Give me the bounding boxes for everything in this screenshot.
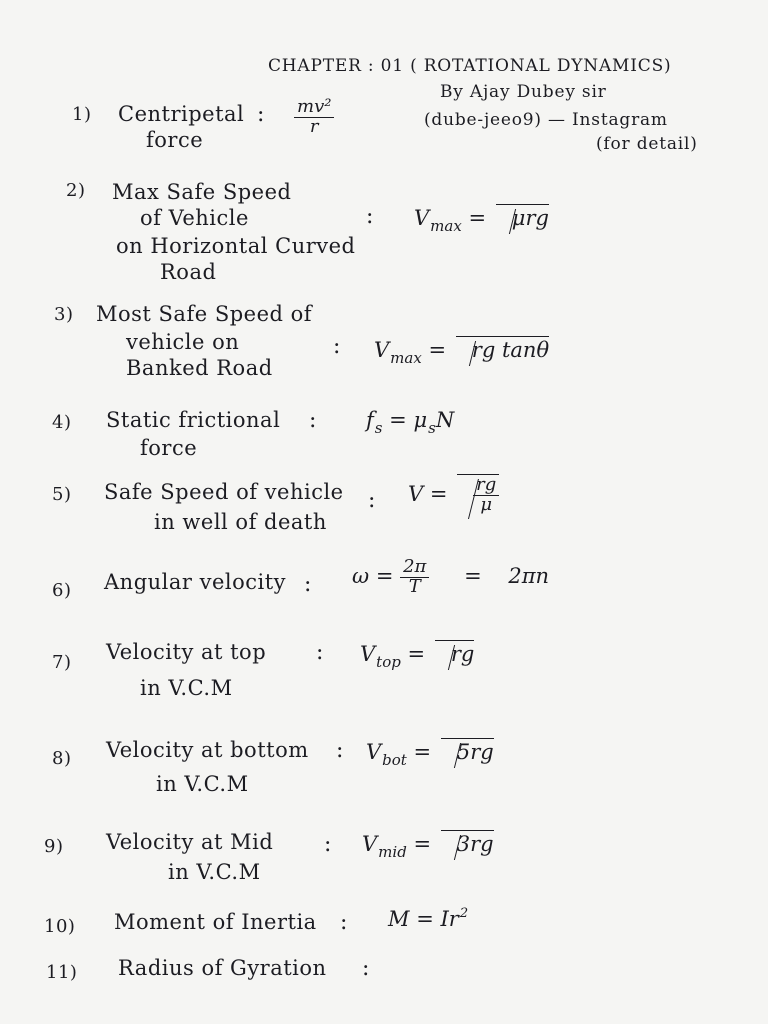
separator-colon: : xyxy=(324,832,332,857)
item-label: Most Safe Speed of xyxy=(96,302,313,326)
rhs: Ir xyxy=(440,907,459,931)
fraction-numerator: rg xyxy=(473,476,499,496)
equals: = xyxy=(375,563,394,588)
separator-colon: : xyxy=(304,572,312,597)
item-label: vehicle on xyxy=(126,330,240,354)
separator-colon: : xyxy=(333,334,341,359)
banked-road-formula xyxy=(374,336,549,367)
item-label: Angular velocity xyxy=(104,570,287,594)
item-number: 6) xyxy=(52,580,72,601)
centripetal-formula xyxy=(294,98,334,137)
rhs-subscript: s xyxy=(428,419,436,437)
radicand: 5rg xyxy=(456,740,494,764)
radicand: rg tanθ xyxy=(471,338,550,362)
item-label: Safe Speed of vehicle xyxy=(104,480,344,504)
velocity-mid-formula xyxy=(362,830,494,861)
item-label: Velocity at Mid xyxy=(106,830,274,854)
fraction-denominator: T xyxy=(408,575,421,597)
lhs-subscript: s xyxy=(374,419,383,437)
separator-colon: : xyxy=(316,640,324,665)
item-label: Road xyxy=(160,260,217,284)
lhs-subscript: max xyxy=(390,349,422,367)
equals: = xyxy=(407,642,426,666)
item-label: in V.C.M xyxy=(156,772,249,796)
lhs: V xyxy=(366,740,382,764)
lhs-subscript: max xyxy=(430,217,462,235)
item-label: in V.C.M xyxy=(140,676,233,700)
item-number: 4) xyxy=(52,412,72,433)
equals: = xyxy=(416,907,434,931)
lhs: V xyxy=(414,206,430,230)
item-label: Velocity at top xyxy=(106,640,267,664)
velocity-top-formula xyxy=(360,640,474,671)
radical xyxy=(441,738,494,764)
item-label: force xyxy=(140,436,198,460)
lhs-subscript: bot xyxy=(382,751,407,769)
radical xyxy=(435,640,474,666)
item-number: 10) xyxy=(44,916,76,937)
author-line: By Ajay Dubey sir xyxy=(440,82,607,102)
item-label: Static frictional xyxy=(106,408,281,432)
fraction-denominator: μ xyxy=(480,493,493,515)
item-number: 8) xyxy=(52,748,72,769)
radicand: rg xyxy=(450,642,475,666)
well-of-death-formula xyxy=(408,474,499,515)
static-friction-formula xyxy=(366,408,454,437)
lhs: V xyxy=(360,642,376,666)
separator-colon: : xyxy=(340,910,348,935)
radical xyxy=(496,204,549,230)
separator-colon: : xyxy=(366,204,374,229)
item-number: 1) xyxy=(72,104,92,125)
separator-colon: : xyxy=(368,488,376,513)
separator-colon: : xyxy=(309,408,317,433)
lhs: V xyxy=(362,832,378,856)
item-number: 11) xyxy=(46,962,78,983)
item-label: Radius of Gyration xyxy=(118,956,327,980)
item-number: 7) xyxy=(52,652,72,673)
rhs-superscript: 2 xyxy=(459,906,469,921)
separator-colon: : xyxy=(362,956,370,981)
item-label: Centripetal xyxy=(118,102,245,126)
separator-colon: : xyxy=(336,738,344,763)
item-label: of Vehicle xyxy=(140,206,249,230)
fraction-numerator: 2π xyxy=(400,558,429,578)
item-label: in well of death xyxy=(154,510,327,534)
lhs: f xyxy=(366,408,374,432)
equals: = xyxy=(464,563,482,588)
item-number: 3) xyxy=(54,304,74,325)
angular-velocity-formula xyxy=(352,558,549,597)
detail-note: (for detail) xyxy=(596,134,698,154)
equals: = xyxy=(389,408,407,432)
item-label: Moment of Inertia xyxy=(114,910,317,934)
equals: = xyxy=(428,338,447,362)
radicand: μrg xyxy=(511,206,549,230)
radical xyxy=(441,830,494,856)
lhs: V xyxy=(374,338,390,362)
velocity-bottom-formula xyxy=(366,738,494,769)
radical xyxy=(457,474,499,515)
item-label: force xyxy=(146,128,204,152)
lhs-subscript: mid xyxy=(378,843,407,861)
item-label: on Horizontal Curved xyxy=(116,234,356,258)
equals: = xyxy=(429,481,448,506)
instagram-handle: (dube-jeeo9) — Instagram xyxy=(424,110,668,130)
max-safe-speed-formula xyxy=(414,204,549,235)
item-number: 2) xyxy=(66,180,86,201)
item-label: Banked Road xyxy=(126,356,273,380)
lhs: M xyxy=(388,907,410,931)
equals: = xyxy=(468,206,487,230)
equals: = xyxy=(413,832,432,856)
moment-of-inertia-formula xyxy=(388,906,468,931)
fraction-denominator: r xyxy=(309,115,319,137)
rhs: μ xyxy=(413,408,428,432)
item-label: Max Safe Speed xyxy=(112,180,292,204)
item-label: in V.C.M xyxy=(168,860,261,884)
rhs-tail: N xyxy=(435,408,455,432)
radicand: 3rg xyxy=(456,832,494,856)
fraction-numerator: mv² xyxy=(294,98,334,118)
item-number: 9) xyxy=(44,836,64,857)
lhs: V xyxy=(408,481,424,506)
item-number: 5) xyxy=(52,484,72,505)
rhs: 2πn xyxy=(508,563,550,588)
lhs-subscript: top xyxy=(376,653,401,671)
equals: = xyxy=(413,740,432,764)
radical xyxy=(456,336,549,362)
chapter-title: CHAPTER : 01 ( ROTATIONAL DYNAMICS) xyxy=(268,56,672,76)
item-label: Velocity at bottom xyxy=(106,738,309,762)
lhs: ω xyxy=(352,563,370,588)
separator-colon: : xyxy=(257,102,265,127)
